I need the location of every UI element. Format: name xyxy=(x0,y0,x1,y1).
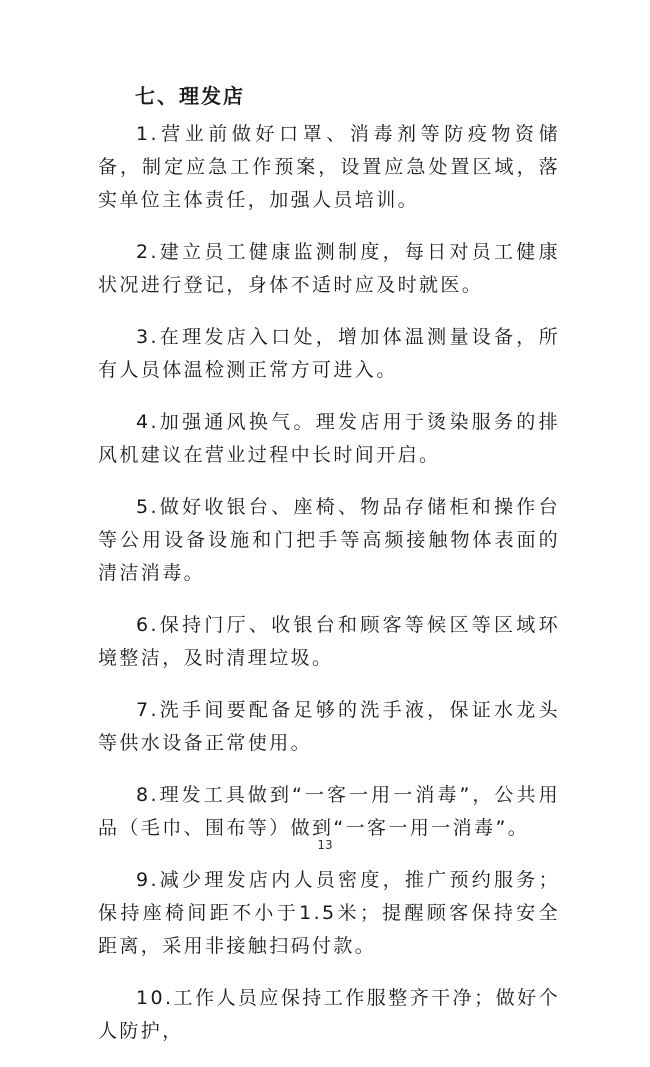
list-item: 8.理发工具做到“一客一用一消毒”，公共用品（毛巾、围布等）做到“一客一用一消毒”。 xyxy=(98,784,560,839)
item-list xyxy=(98,118,560,1067)
list-item: 2.建立员工健康监测制度，每日对员工健康状况进行登记，身体不适时应及时就医。 xyxy=(98,241,560,296)
page-number: 13 xyxy=(317,838,333,852)
list-item: 1.营业前做好口罩、消毒剂等防疫物资储备，制定应急工作预案，设置应急处置区域，落实单位主体责任，加强人员培训。 xyxy=(98,123,560,211)
list-item: 4.加强通风换气。理发店用于烫染服务的排风机建议在营业过程中长时间开启。 xyxy=(98,411,560,466)
list-item: 6.保持门厅、收银台和顾客等候区等区域环境整洁，及时清理垃圾。 xyxy=(98,614,560,669)
section-heading: 七、理发店 xyxy=(135,84,245,108)
list-item: 5.做好收银台、座椅、物品存储柜和操作台等公用设备设施和门把手等高频接触物体表面的清洁消毒。 xyxy=(98,496,560,584)
list-item: 9.减少理发店内人员密度，推广预约服务；保持座椅间距不小于1.5米；提醒顾客保持安全距离，采用非接触扫码付款。 xyxy=(98,869,560,957)
list-item: 7.洗手间要配备足够的洗手液，保证水龙头等供水设备正常使用。 xyxy=(98,699,560,754)
list-item: 10.工作人员应保持工作服整齐干净；做好个人防护， xyxy=(98,987,560,1042)
list-item: 3.在理发店入口处，增加体温测量设备，所有人员体温检测正常方可进入。 xyxy=(98,326,560,381)
